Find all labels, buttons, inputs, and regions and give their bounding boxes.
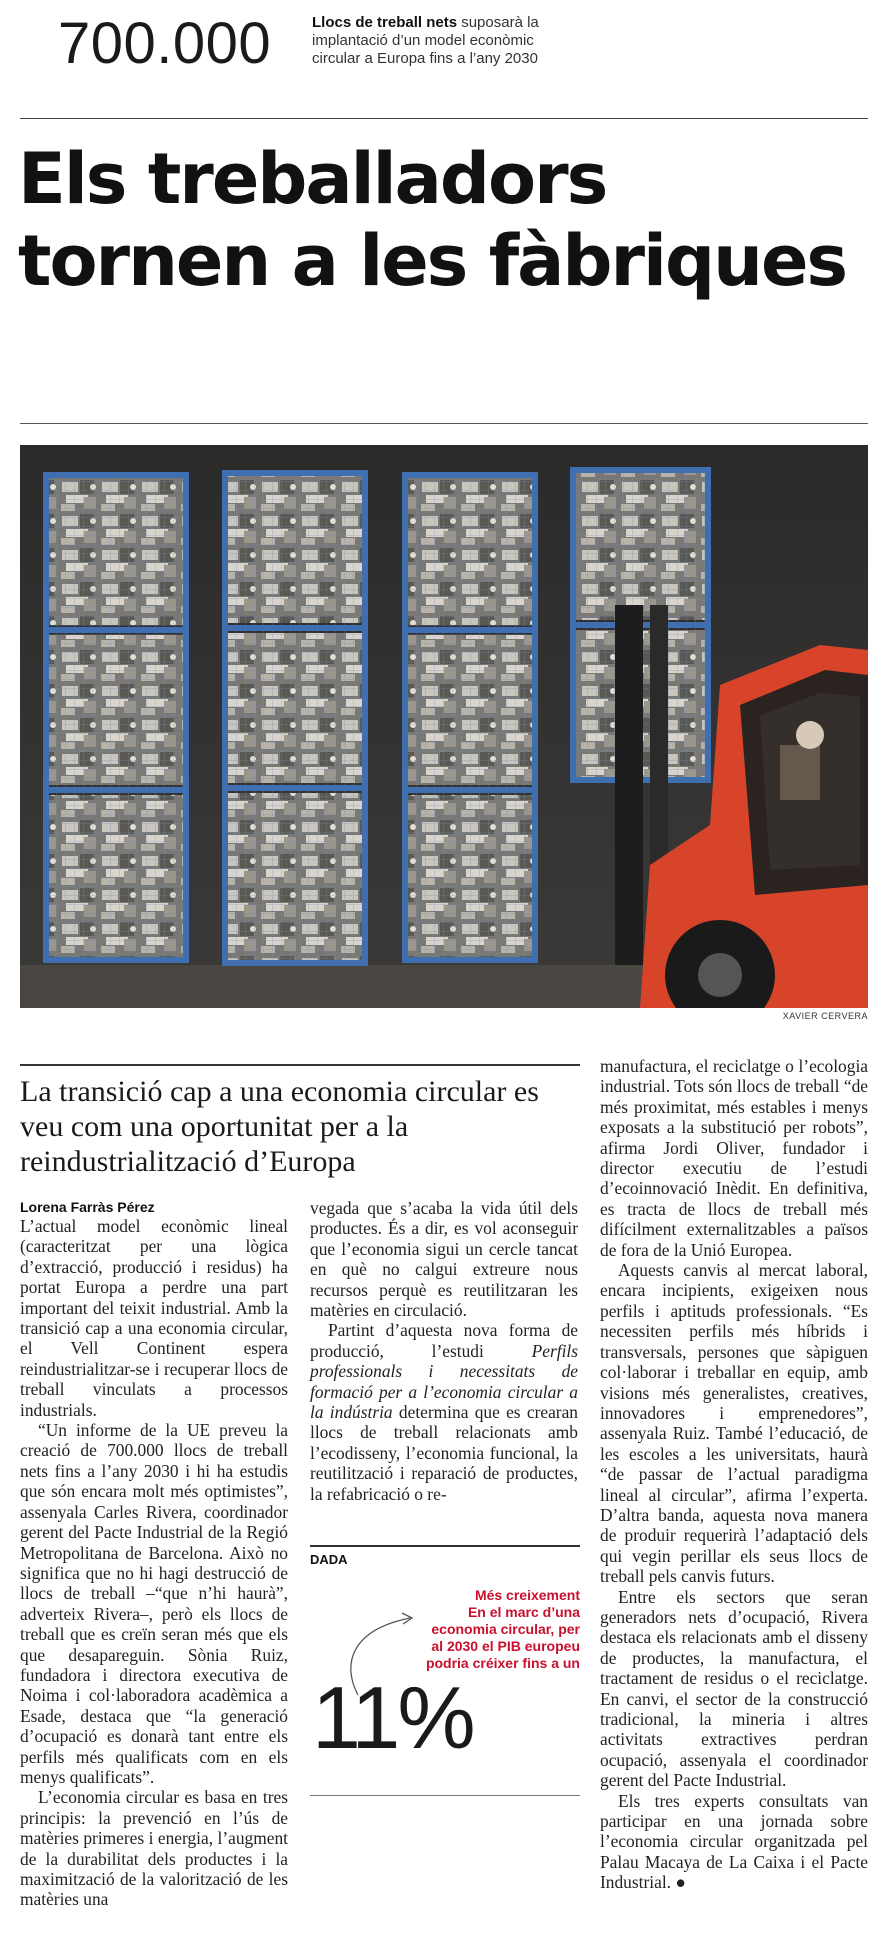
subheading: La transició cap a una economia circular es veu com una oportunitat per a la reindustrialització d’Europa bbox=[20, 1075, 539, 1178]
photo-forklift-cages-illustration bbox=[20, 445, 868, 1008]
paragraph: Aquests canvis al mercat laboral, encara incipients, exigeixen nous perfils i aptituds professionals. “Es necessiten perfils més híbrids i transversals, persones que sàpiguen col·laborar i treballar en equip, amb visions més generalistes, creatives, innovadores i emprenedores”, assenyala Ruiz. També l’educació, de les escoles a les universitats, haurà “de passar de l’actual paradigma lineal al circular”, afirma l’experta. D’altra banda, aquesta nova manera de produir requerirà l’adaptació dels qui vegin perillar els seus llocs de treball pels canvis futurs. bbox=[600, 1260, 868, 1587]
paragraph: manufactura, el reciclatge o l’ecologia industrial. Tots són llocs de treball “de més proximitat, més estables i menys exposats a la substitució per robots”, afirma Jordi Oliver, fundador i director executiu de l’estudi d’ecoinnovació Inèdit. En definitiva, es tracta de llocs de treball més difícilment externalitzables a països de fora de la Unió Europea. bbox=[600, 1056, 868, 1260]
headline: Els treballadors tornen a les fàbriques bbox=[18, 138, 847, 302]
paragraph-text: Partint d’aquesta nova forma de producció, l’estudi bbox=[310, 1320, 578, 1361]
paragraph bbox=[600, 1791, 868, 1893]
subheading-divider bbox=[20, 1064, 580, 1066]
dada-callout bbox=[418, 1587, 580, 1672]
end-mark-icon: ● bbox=[675, 1872, 686, 1893]
paragraph: “Un informe de la UE preveu la creació de 700.000 llocs de treball nets fins a l’any 2030 i hi ha estudis que són encara molt més optimistes”, assenyala Carles Rivera, coordinador gerent del Pacte Industrial de la Regió Metropolitana de Barcelona. Això no significa que no hi hagi destrucció de llocs de treball –“que n’hi haurà”, adverteix Rivera–, però els llocs de treball que es creïn seran més que els que desapareguin. Sònia Ruiz, fundadora i directora executiva de Noima i col·laboradora acadèmica a Esade, destaca que “la generació d’ocupació es donarà tant entre els perfils més qualificats com en els menys qualificats”. bbox=[20, 1420, 288, 1787]
byline: Lorena Farràs Pérez bbox=[20, 1199, 155, 1215]
photo-credit: XAVIER CERVERA bbox=[782, 1011, 868, 1021]
study-title: Perfils professionals i necessitats de formació per a l’economia circular a la indústria bbox=[310, 1340, 578, 1423]
article-photo bbox=[20, 445, 868, 1008]
stat-number: 700.000 bbox=[58, 11, 272, 76]
dada-bottom-divider bbox=[310, 1795, 580, 1796]
article-column-1 bbox=[20, 1198, 288, 1910]
article-column-3 bbox=[600, 1056, 868, 1893]
paragraph-text: Els tres experts consultats van participar en una jornada sobre l’economia circular organitzada pel Palau Macaya de La Caixa i el Pacte Industrial. bbox=[600, 1790, 868, 1893]
article-column-2 bbox=[310, 1198, 578, 1504]
dada-title: Més creixement bbox=[474, 1587, 580, 1603]
top-divider bbox=[20, 118, 868, 119]
paragraph: Entre els sectors que seran generadors nets d’ocupació, Rivera destaca els relacionats amb el disseny de productes, la manufactura, el tractament de residus o el reciclatge. En canvi, el sector de la construcció tradicional, la mineria i altres activitats extractives perdran ocupació, assenyala el coordinador gerent del Pacte Industrial. bbox=[600, 1586, 868, 1791]
stat-description bbox=[312, 14, 572, 68]
paragraph: L’economia circular es basa en tres principis: la prevenció en l’ús de matèries primeres i energia, l’augment de la durabilitat dels productes i la maximització de la valorització de les matèries una bbox=[20, 1787, 288, 1910]
dada-divider bbox=[310, 1545, 580, 1547]
stat-lead: Llocs de treball nets bbox=[312, 14, 458, 31]
paragraph: L’actual model econòmic lineal (caracteritzat per una lògica d’extracció, producció i residus) ha portat Europa a perdre una part important del teixit industrial. Amb la transició cap a una economia circular, el Vell Continent espera reindustrialitzar-se i recuperar llocs de treball vinculats a processos industrials. bbox=[20, 1216, 288, 1420]
dada-label: DADA bbox=[310, 1552, 348, 1567]
dada-value: 11% bbox=[312, 1668, 473, 1767]
dada-text: En el marc d’una economia circular, per al 2030 el PIB europeu podria créixer fins a un bbox=[425, 1604, 580, 1671]
paragraph-text: determina que es crearan llocs de treball relacionats amb l’ecodisseny, l’economia funcional, la reutilització i reparació de productes, la refabricació o re- bbox=[310, 1402, 579, 1504]
paragraph: vegada que s’acaba la vida útil dels productes. És a dir, es vol aconseguir que l’economia sigui un cercle tancat en què no calgui extreure nous recursos perquè es reutilitzaran les matèries en circulació. bbox=[310, 1198, 578, 1321]
headline-divider bbox=[20, 423, 868, 424]
paragraph bbox=[310, 1320, 578, 1504]
stat-text: suposarà la implantació d’un model econòmic circular a Europa fins a l’any 2030 bbox=[312, 14, 539, 67]
